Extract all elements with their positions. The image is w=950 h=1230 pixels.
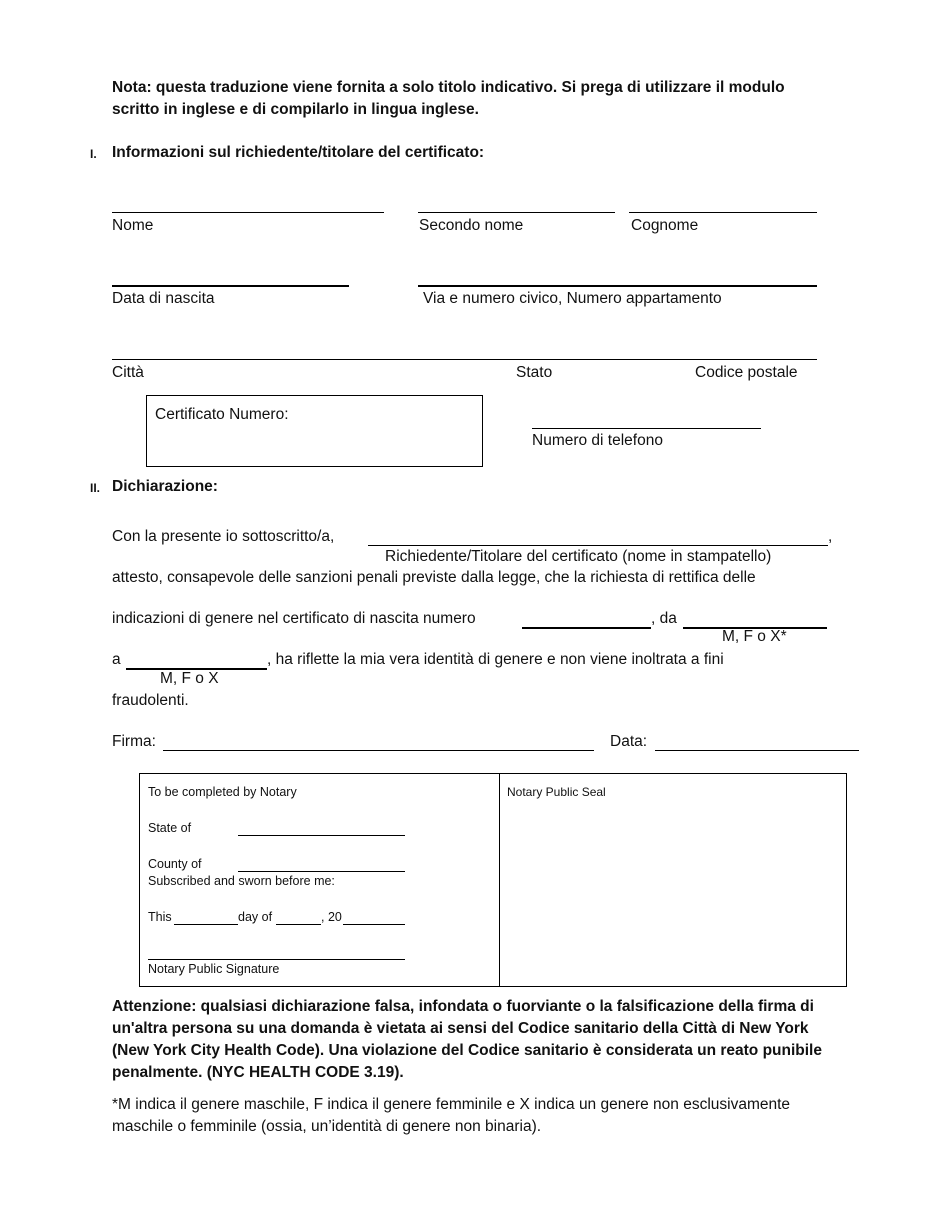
notary-county-field[interactable] [238,871,405,872]
notary-state-label: State of [148,821,192,835]
cognome-field[interactable] [629,212,817,213]
declaration-line-3: indicazioni di genere nel certificato di nascita numero [112,610,476,627]
notary-table [139,773,847,987]
section-1-title: Informazioni sul richiedente/titolare del certificato: [112,144,485,161]
declaration-line-5: fraudolenti. [112,692,189,709]
notary-county-label: County of [148,857,202,871]
section-2-title: Dichiarazione: [112,478,218,495]
data-field[interactable] [655,750,859,751]
note-line-2: scritto in inglese e di compilarlo in lingua inglese. [112,101,479,118]
warning-line-4: penalmente. (NYC HEALTH CODE 3.19). [112,1064,404,1081]
notary-month-field[interactable] [276,924,321,925]
declaration-line-4: , ha riflette la mia vera identità di genere e non viene inoltrata a fini [267,651,724,668]
warning-line-2: un'altra persona su una domanda è vietata ai sensi del Codice sanitario della Città di New York [112,1020,809,1037]
declaration-a: a [112,651,121,668]
applicant-name-caption: Richiedente/Titolare del certificato (nome in stampatello) [385,548,772,565]
certificato-numero-box[interactable] [146,395,483,467]
warning-line-1: Attenzione: qualsiasi dichiarazione falsa, infondata o fuorviante o la falsificazione della firma di [112,998,814,1015]
certificato-numero-label: Certificato Numero: [155,406,289,423]
codice-postale-label: Codice postale [695,364,798,381]
data-label: Data: [610,733,648,750]
applicant-name-field[interactable] [368,545,828,546]
declaration-intro: Con la presente io sottoscritto/a, [112,528,335,545]
secondo-nome-label: Secondo nome [419,217,524,234]
declaration-da: , da [651,610,677,627]
data-nascita-label: Data di nascita [112,290,215,307]
notary-seal-label: Notary Public Seal [507,785,606,799]
stato-label: Stato [516,364,553,381]
notary-day-field[interactable] [174,924,238,925]
footnote-line-1: *M indica il genere maschile, F indica il genere femminile e X indica un genere non esclusivamente [112,1096,791,1113]
notary-day-of-label: day of [238,910,273,924]
birth-certificate-number-field[interactable] [522,627,651,629]
telefono-label: Numero di telefono [532,432,663,449]
notary-heading: To be completed by Notary [148,785,297,799]
section-1-number: I. [90,147,97,161]
footnote [112,1094,872,1138]
telefono-field[interactable] [532,428,761,429]
notary-this-label: This [148,910,172,924]
notary-state-field[interactable] [238,835,405,836]
declaration-comma: , [828,528,833,545]
nome-field[interactable] [112,212,384,213]
firma-field[interactable] [163,750,594,751]
note-line-1: Nota: questa traduzione viene fornita a solo titolo indicativo. Si prega di utilizzare il modulo [112,79,785,96]
cognome-label: Cognome [631,217,699,234]
notary-year-prefix: , 20 [321,910,342,924]
nome-label: Nome [112,217,154,234]
firma-label: Firma: [112,733,156,750]
notary-subscribed: Subscribed and sworn before me: [148,874,335,888]
data-nascita-field[interactable] [112,285,349,287]
gender-from-caption: M, F o X* [722,628,787,645]
notary-signature-label: Notary Public Signature [148,962,280,976]
declaration-line-2: attesto, consapevole delle sanzioni penali previste dalla legge, che la richiesta di rettifica delle [112,569,756,586]
via-label: Via e numero civico, Numero appartamento [423,290,722,307]
notary-year-field[interactable] [343,924,405,925]
notary-signature-field[interactable] [148,959,405,960]
warning-block [112,996,837,1084]
gender-to-caption: M, F o X [160,670,219,687]
via-field[interactable] [418,285,817,287]
warning-line-3: (New York City Health Code). Una violazione del Codice sanitario è considerata un reato punibile [112,1042,822,1059]
secondo-nome-field[interactable] [418,212,615,213]
notary-table-divider [499,774,500,986]
citta-stato-cap-field[interactable] [112,359,817,360]
footnote-line-2: maschile o femminile (ossia, un’identità di genere non binaria). [112,1118,542,1135]
citta-label: Città [112,364,144,381]
section-2-number: II. [90,481,101,495]
